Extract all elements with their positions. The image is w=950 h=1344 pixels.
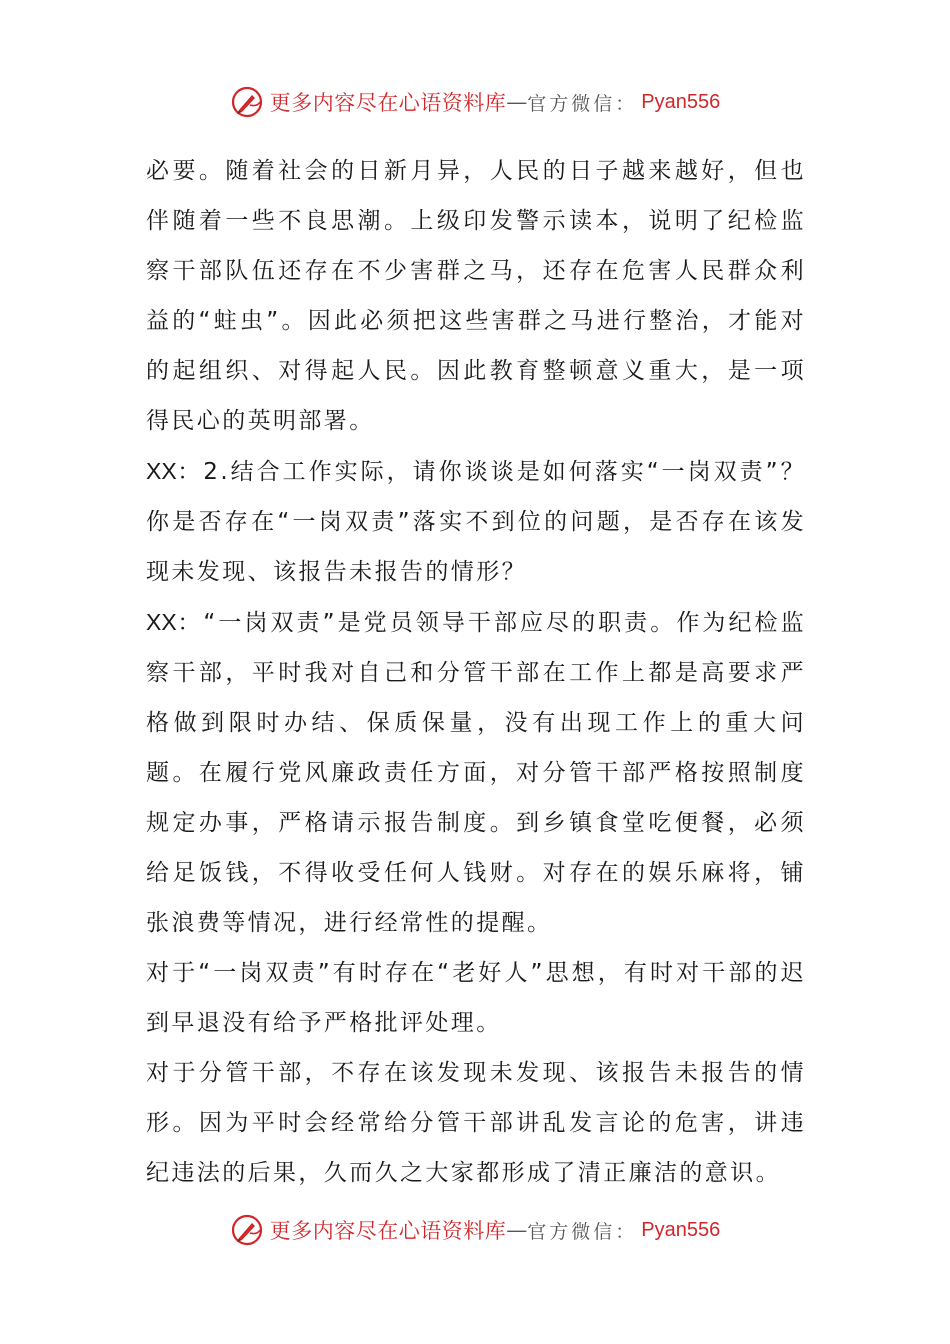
watermark-separator: — [506, 1218, 528, 1242]
paragraph-text: 必要。随着社会的日新月异，人民的日子越来越好，但也伴随着一些不良思潮。上级印发警示读本，说明了纪检监察干部队伍还存在不少害群之马，还存在危害人民群众利益的“蛀虫”。因此必须把这些害群之马进行整治，才能对的起组织、对得起人民。因此教育整顿意义重大，是一项得民心的英明部署。 [146, 158, 806, 434]
speaker-label: XX [146, 609, 177, 635]
watermark-brand: 更多内容尽在心语资料库 [269, 1219, 507, 1243]
watermark-wechat-id: Pyan556 [641, 90, 721, 113]
watermark-brand: 更多内容尽在心语资料库 [269, 91, 507, 115]
paragraph-text: ：“一岗双责”是党员领导干部应尽的职责。作为纪检监察干部，平时我对自己和分管干部在工作上都是高要求严格做到限时办结、保质保量，没有出现工作上的重大问题。在履行党风廉政责任方面，对分管干部严格按照制度规定办事，严格请示报告制度。到乡镇食堂吃便餐，必须给足饭钱，不得收受任何人钱财。对存在的娱乐麻将，铺张浪费等情况，进行经常性的提醒。 [146, 610, 806, 936]
paragraph-text: 对于分管干部，不存在该发现未发现、该报告未报告的情形。因为平时会经常给分管干部讲乱发言论的危害，讲违纪违法的后果，久而久之大家都形成了清正廉洁的意识。 [146, 1060, 806, 1186]
watermark-official-label: 官方微信： [527, 92, 638, 115]
watermark-official-label: 官方微信： [527, 1220, 638, 1243]
paragraph [146, 948, 806, 1048]
question-paragraph [146, 446, 806, 597]
paragraph-text: ：2.结合工作实际，请你谈谈是如何落实“一岗双责”？你是否存在“一岗双责”落实不到位的问题，是否存在该发现未发现、该报告未报告的情形？ [146, 459, 806, 585]
pen-logo-icon [230, 1213, 264, 1247]
paragraph-text: 对于“一岗双责”有时存在“老好人”思想，有时对干部的迟到早退没有给予严格批评处理。 [146, 960, 806, 1036]
footer-watermark [0, 1210, 950, 1250]
header-watermark [0, 82, 950, 122]
document-body [146, 146, 806, 1198]
watermark-separator: — [506, 90, 528, 114]
speaker-label: XX [146, 458, 177, 484]
paragraph [146, 146, 806, 446]
answer-paragraph [146, 597, 806, 948]
paragraph [146, 1048, 806, 1198]
watermark-wechat-id: Pyan556 [641, 1218, 721, 1241]
pen-logo-icon [230, 85, 264, 119]
